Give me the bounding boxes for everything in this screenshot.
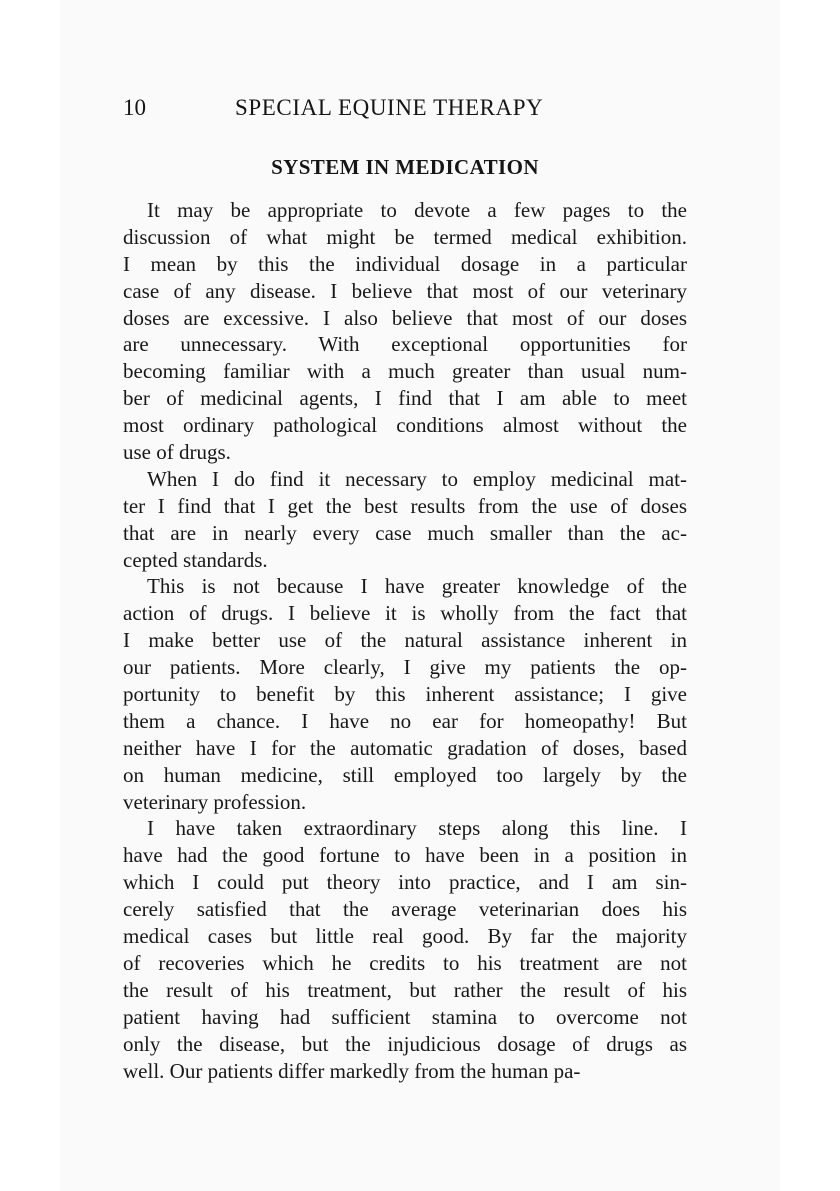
running-head: SPECIAL EQUINE THERAPY <box>235 95 544 120</box>
text-line: are unnecessary. With exceptional opportunities for <box>123 332 687 357</box>
text-line: doses are excessive. I also believe that most of our doses <box>123 305 687 330</box>
text-line: cepted standards. <box>123 547 268 572</box>
text-line: veterinary profession. <box>123 789 307 814</box>
text-line: ter I find that I get the best results from the use of doses <box>123 493 687 518</box>
text-line: I have taken extraordinary steps along this line. I <box>147 816 687 841</box>
text-line: portunity to benefit by this inherent assistance; I give <box>123 682 687 707</box>
paragraph <box>123 466 687 574</box>
text-line: that are in nearly every case much smaller than the ac- <box>123 520 687 545</box>
text-line: I make better use of the natural assistance inherent in <box>123 628 687 653</box>
text-line: becoming familiar with a much greater than usual num- <box>123 359 687 384</box>
paragraph <box>123 573 687 815</box>
text-line: When I do find it necessary to employ medicinal mat- <box>147 466 687 491</box>
paragraph <box>123 197 687 466</box>
text-line: most ordinary pathological conditions almost without the <box>123 413 687 438</box>
text-line: case of any disease. I believe that most of our veterinary <box>123 278 687 303</box>
text-line: I mean by this the individual dosage in a particular <box>123 251 687 276</box>
paragraph <box>123 815 687 1084</box>
text-line: our patients. More clearly, I give my patients the op- <box>123 655 687 680</box>
body-text <box>123 197 687 1084</box>
text-line: only the disease, but the injudicious dosage of drugs as <box>123 1031 687 1056</box>
text-line: of recoveries which he credits to his treatment are not <box>123 950 687 975</box>
text-line: neither have I for the automatic gradation of doses, based <box>123 735 687 760</box>
text-line: It may be appropriate to devote a few pages to the <box>147 198 687 222</box>
text-line: action of drugs. I believe it is wholly from the fact that <box>123 601 687 626</box>
text-line: well. Our patients differ markedly from the human pa- <box>123 1058 581 1083</box>
text-line: cerely satisfied that the average veterinarian does his <box>123 897 687 922</box>
text-line: use of drugs. <box>123 440 231 465</box>
page-header <box>123 95 723 125</box>
text-line: on human medicine, still employed too largely by the <box>123 762 687 787</box>
section-title: SYSTEM IN MEDICATION <box>271 155 539 179</box>
text-line: discussion of what might be termed medical exhibition. <box>123 224 687 249</box>
text-line: have had the good fortune to have been in a position in <box>123 843 687 868</box>
text-line: medical cases but little real good. By far the majority <box>123 924 687 949</box>
page-number: 10 <box>123 95 146 120</box>
text-line: which I could put theory into practice, and I am sin- <box>123 870 687 895</box>
text-line: This is not because I have greater knowledge of the <box>147 574 687 599</box>
text-line: them a chance. I have no ear for homeopathy! But <box>123 708 687 733</box>
text-line: patient having had sufficient stamina to overcome not <box>123 1004 687 1029</box>
text-line: ber of medicinal agents, I find that I am able to meet <box>123 386 687 411</box>
text-line: the result of his treatment, but rather the result of his <box>123 977 687 1002</box>
